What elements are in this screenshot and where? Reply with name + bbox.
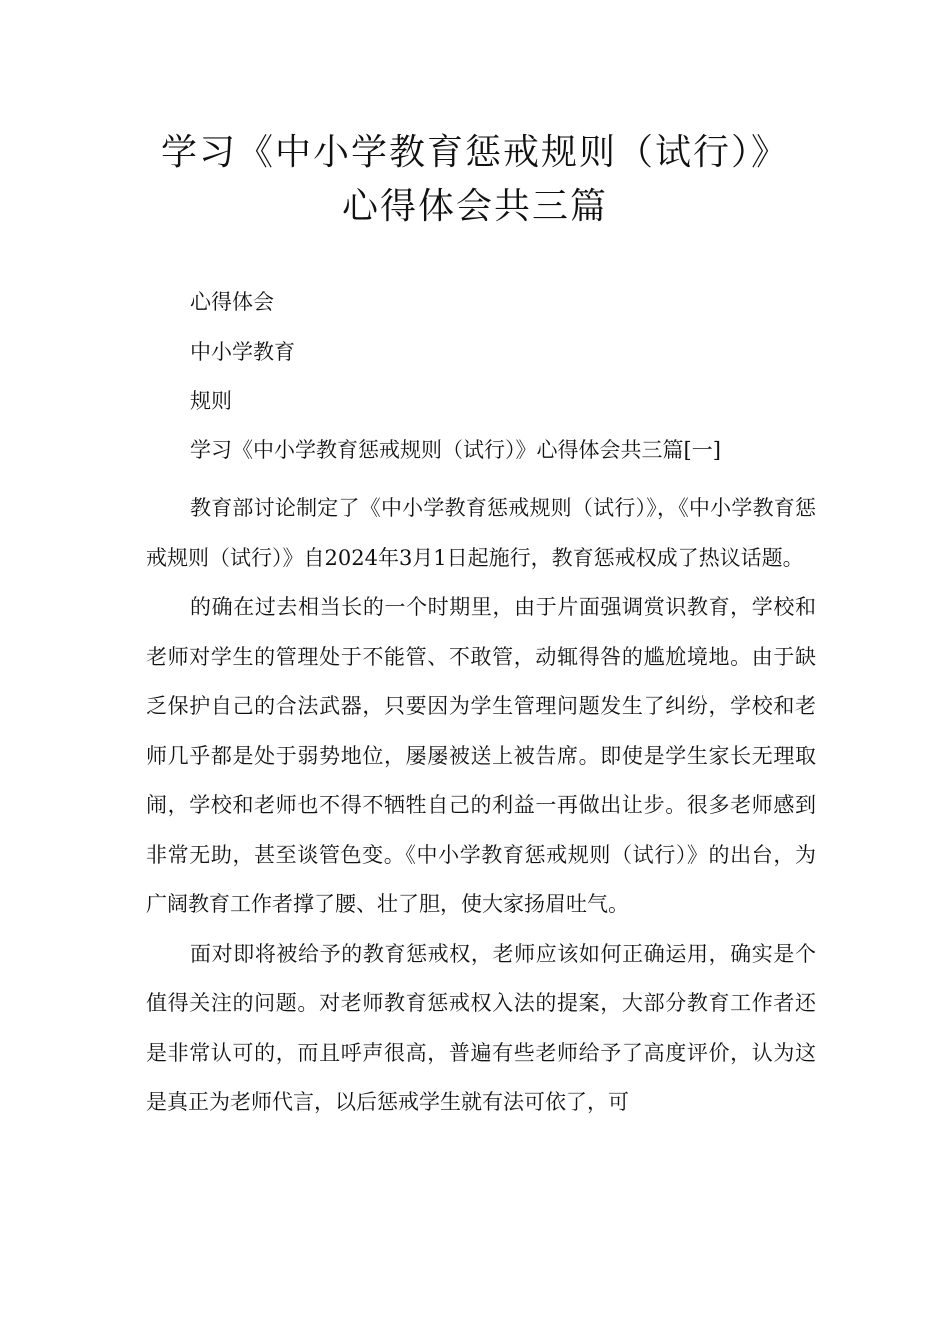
paragraph-2: 的确在过去相当长的一个时期里，由于片面强调赏识教育，学校和老师对学生的管理处于不能管、不敢管，动辄得咎的尴尬境地。由于缺乏保护自己的合法武器，只要因为学生管理问题发生了纠纷，学校和老师几乎都是处于弱势地位，屡屡被送上被告席。即使是学生家长无理取闹，学校和老师也不得不牺牲自己的利益一再做出让步。很多老师感到非常无助，甚至谈管色变。《中小学教育惩戒规则（试行）》的出台，为广阔教育工作者撑了腰、壮了胆，使大家扬眉吐气。 [146, 595, 816, 916]
keyword-3: 规则 [190, 389, 232, 413]
paragraph-1: 教育部讨论制定了《中小学教育惩戒规则（试行）》，《中小学教育惩戒规则（试行）》自2024年3月1日起施行，教育惩戒权成了热议话题。 [146, 496, 816, 570]
document-body [146, 484, 816, 1128]
section-heading: 学习《中小学教育惩戒规则（试行）》心得体会共三篇[一] [190, 438, 721, 462]
document-title-line-2: 心得体会共三篇 [341, 186, 608, 227]
paragraph-3: 面对即将被给予的教育惩戒权，老师应该如何正确运用，确实是个值得关注的问题。对老师教育惩戒权入法的提案，大部分教育工作者还是非常认可的，而且呼声很高，普遍有些老师给予了高度评价，认为这是真正为老师代言，以后惩戒学生就有法可依了，可 [146, 941, 816, 1114]
document-title-line-1: 学习《中小学教育惩戒规则（试行）》 [160, 132, 789, 173]
keyword-2: 中小学教育 [190, 340, 295, 364]
keyword-1: 心得体会 [190, 290, 274, 314]
